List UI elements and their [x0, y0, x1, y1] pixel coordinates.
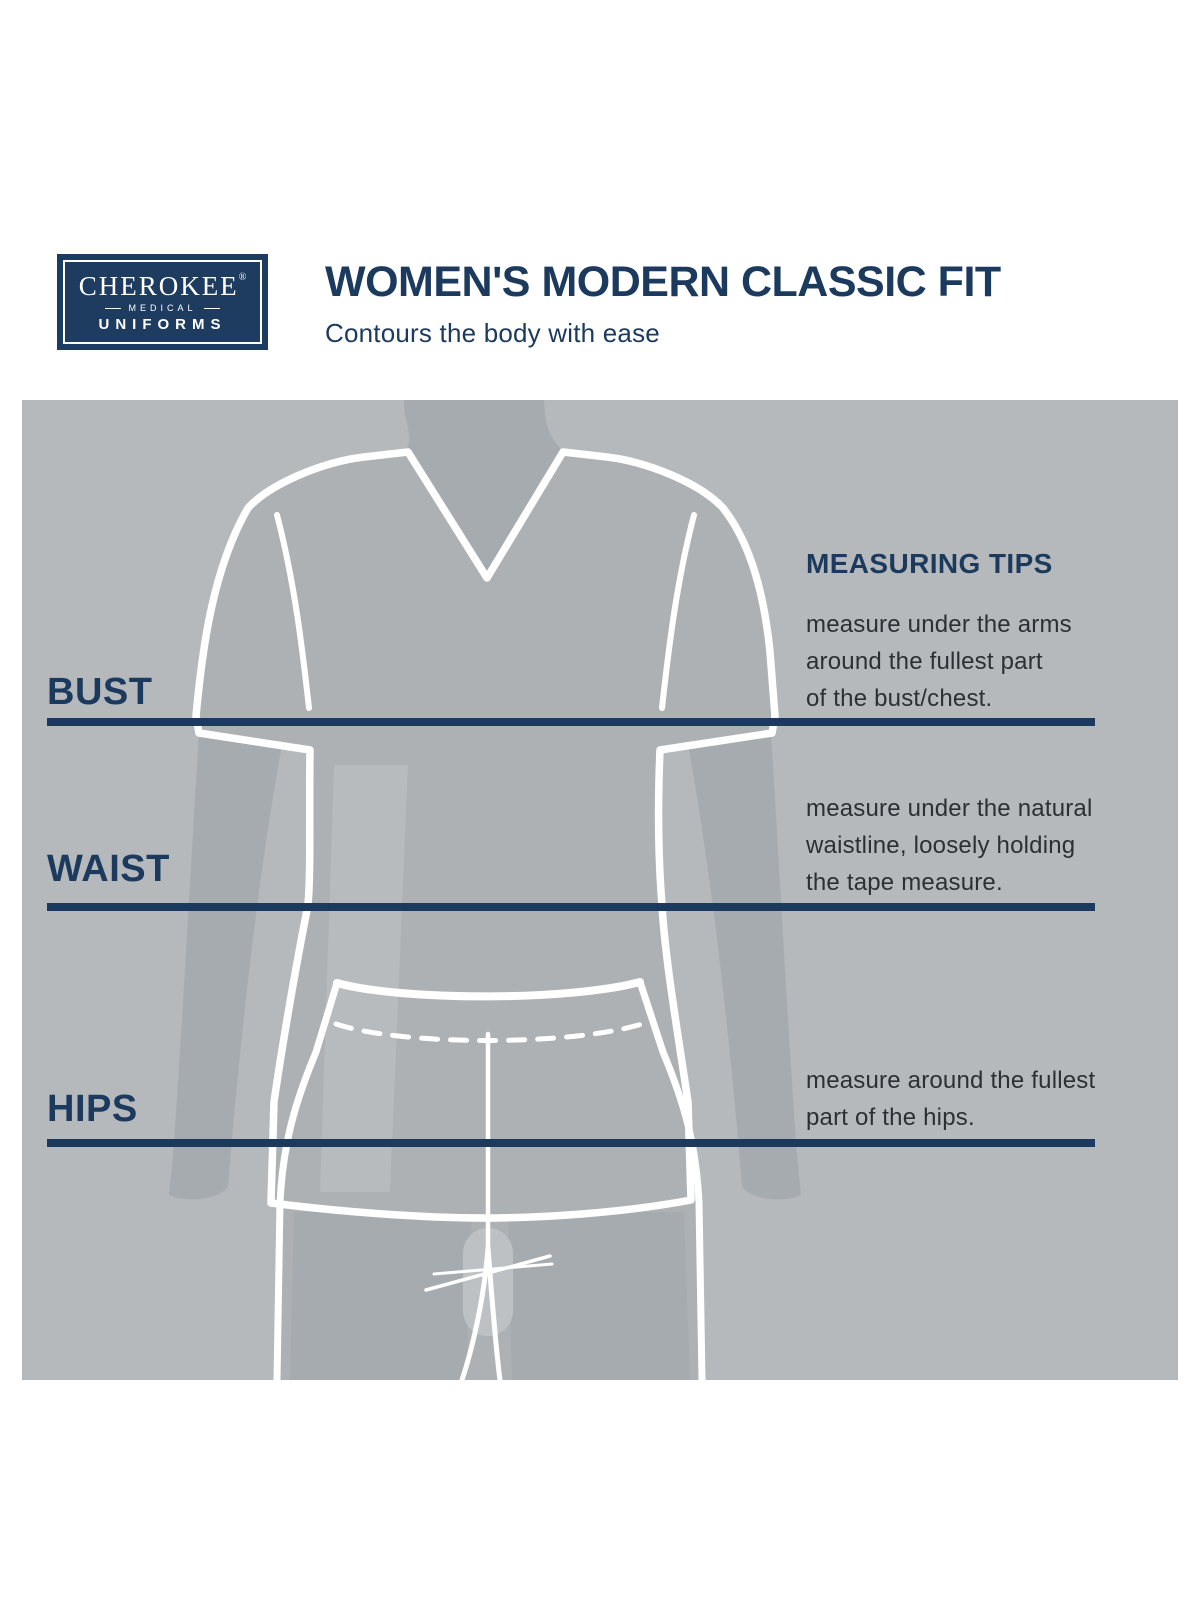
hips-tip-line-2: part of the hips. [806, 1104, 975, 1131]
bust-tip-line-3: of the bust/chest. [806, 685, 993, 712]
hips-measurement-line [47, 1139, 1095, 1147]
registered-trademark-icon: ® [238, 271, 247, 283]
hips-tip-line-1: measure around the fullest [806, 1067, 1096, 1094]
bust-tip-line-1: measure under the arms [806, 611, 1072, 638]
cherokee-logo [57, 254, 268, 350]
left-leg-shading [290, 1212, 472, 1380]
tagline-dash-right [204, 308, 220, 309]
hips-label: HIPS [47, 1088, 138, 1130]
page-title: WOMEN'S MODERN CLASSIC FIT [325, 258, 1001, 306]
right-leg-shading [508, 1212, 690, 1380]
tagline-dash-left [105, 308, 121, 309]
logo-brand [78, 270, 247, 301]
waist-label: WAIST [47, 848, 170, 890]
bust-tip-text [806, 606, 1072, 717]
logo-tagline: MEDICAL [128, 302, 197, 313]
measuring-tips-heading: MEASURING TIPS [806, 548, 1053, 579]
logo-subbrand: UNIFORMS [98, 315, 227, 333]
waist-measurement-line [47, 903, 1095, 911]
logo-brand-text: CHEROKEE [78, 270, 239, 301]
bust-measurement-line [47, 718, 1095, 726]
bust-tip-line-2: around the fullest part [806, 648, 1043, 675]
bust-label: BUST [47, 671, 153, 713]
page-subtitle: Contours the body with ease [325, 318, 660, 348]
logo-tagline-row [105, 304, 219, 313]
hips-tip-text [806, 1062, 1095, 1136]
waist-tip-text [806, 790, 1093, 901]
waist-tip-line-2: waistline, loosely holding [806, 832, 1076, 859]
waist-tip-line-1: measure under the natural [806, 795, 1093, 822]
waist-tip-line-3: the tape measure. [806, 869, 1003, 896]
